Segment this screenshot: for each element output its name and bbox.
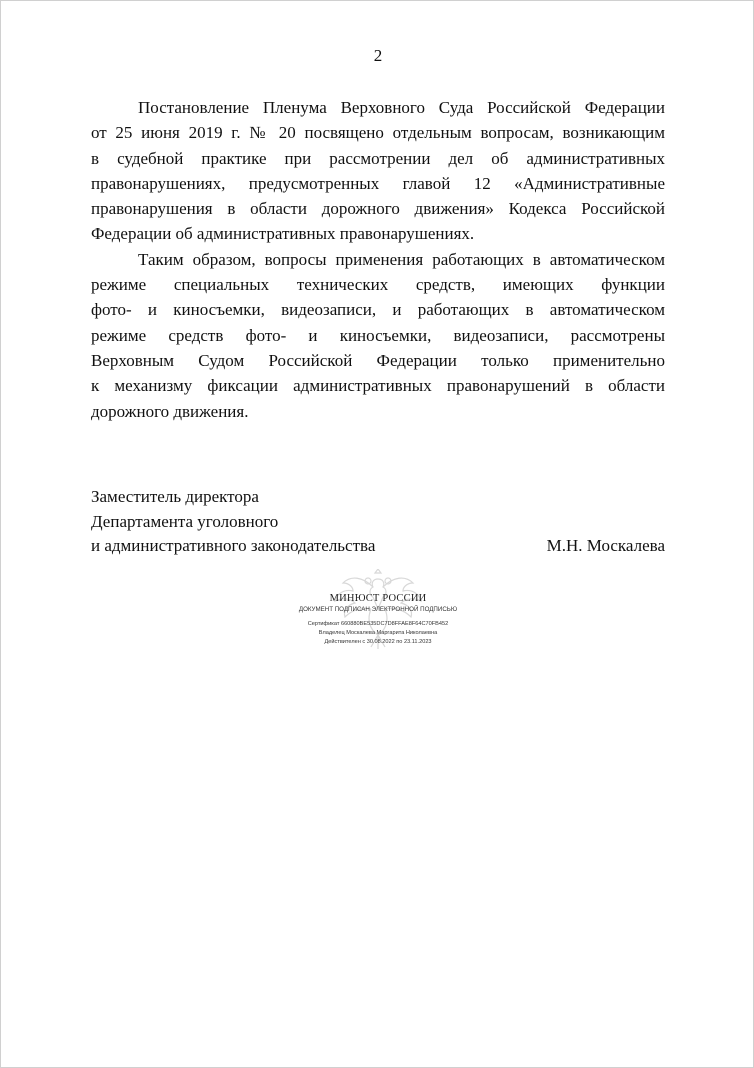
text-line: Федерации об административных правонарушениях.	[91, 224, 475, 244]
paragraph-2	[91, 247, 665, 424]
stamp-title: МИНЮСТ РОССИИ	[329, 593, 427, 604]
text-line: правонарушения в области дорожного движения» Кодекса Российской	[91, 199, 665, 219]
body-text	[91, 95, 665, 424]
signature-block	[91, 485, 665, 559]
text-line: Постановление Пленума Верховного Суда Российской Федерации	[138, 98, 665, 117]
text-line: в судебной практике при рассмотрении дел об административных	[91, 148, 665, 168]
text-line: от 25 июня 2019 г. № 20 посвящено отдельным вопросам, возникающим	[91, 123, 665, 143]
text-line: фото- и киносъемки, видеозаписи, и работающих в автоматическом	[91, 300, 665, 320]
text-line: правонарушениях, предусмотренных главой 12 «Административные	[91, 173, 665, 193]
text-line: к механизму фиксации административных правонарушений в области	[91, 376, 665, 396]
text-line: Таким образом, вопросы применения работающих в автоматическом	[138, 249, 665, 269]
stamp-certificate: Сертификат 660880BE535DC7D8FFAE8F64C70FB452	[307, 621, 449, 627]
signatory-position-line: и административного законодательства	[91, 536, 376, 555]
text-line: режиме средств фото- и киносъемки, видеозаписи, рассмотрены	[91, 325, 665, 345]
text-line: дорожного движения.	[91, 401, 249, 421]
text-line: Верховным Судом Российской Федерации только применительно	[91, 350, 665, 370]
stamp-validity: Действителен с 30.08.2022 по 23.11.2023	[324, 639, 432, 645]
electronic-signature-stamp	[271, 569, 485, 653]
paragraph-1	[91, 95, 665, 247]
stamp-owner: Владелец Москалева Маргарита Николаевна	[318, 630, 438, 636]
stamp-subtitle: ДОКУМЕНТ ПОДПИСАН ЭЛЕКТРОННОЙ ПОДПИСЬЮ	[298, 606, 458, 613]
signatory-position-line: Департамента уголовного	[91, 511, 279, 531]
signatory-name: М.Н. Москалева	[546, 536, 665, 555]
signatory-position-line: Заместитель директора	[91, 487, 259, 506]
page-number: 2	[373, 46, 383, 65]
text-line: режиме специальных технических средств, имеющих функции	[91, 275, 665, 295]
